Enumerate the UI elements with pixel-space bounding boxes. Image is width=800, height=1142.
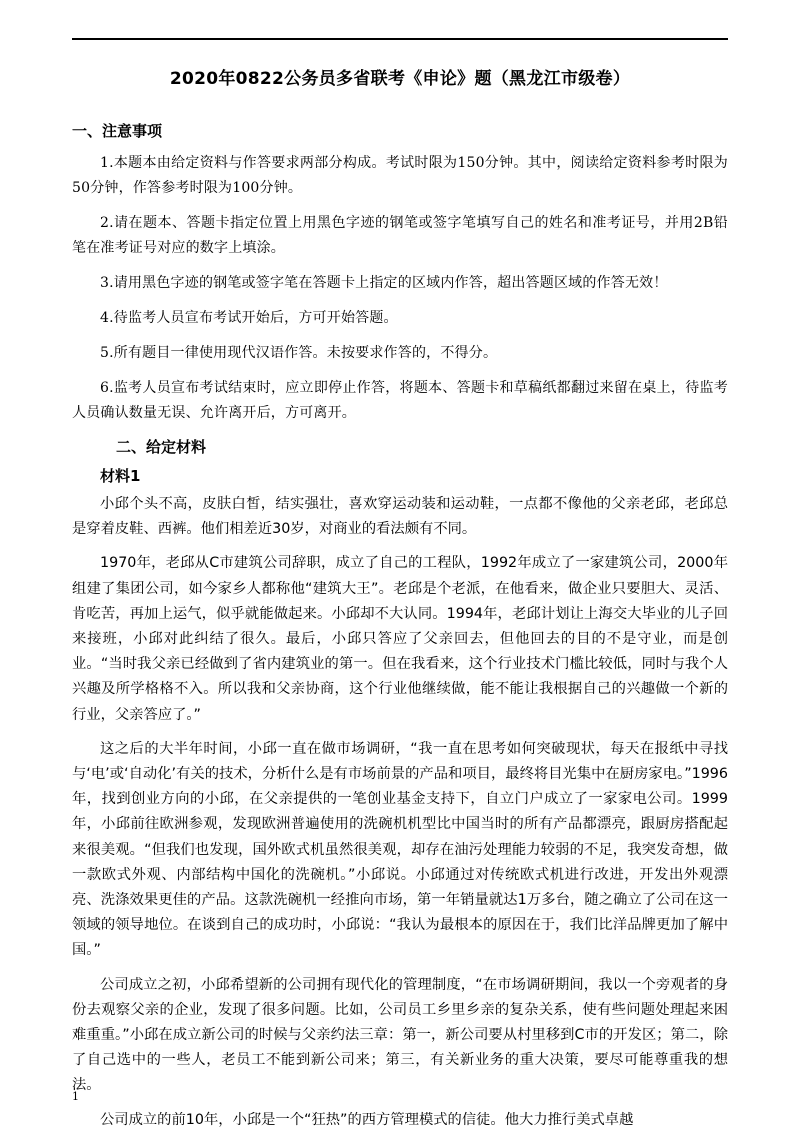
material-paragraph: 小邱个头不高，皮肤白皙，结实强壮，喜欢穿运动装和运动鞋，一点都不像他的父亲老邱，老邱总是穿着皮鞋、西裤。他们相差近30岁，对商业的看法颇有不同。 <box>72 496 728 538</box>
material-paragraph: 1970年，老邱从C市建筑公司辞职，成立了自己的工程队，1992年成立了一家建筑公司，2000年组建了集团公司，如今家乡人都称他“建筑大王”。老邱是个老派，在他看来，做企业只要胆大、灵活、肯吃苦，再加上运气，似乎就能做起来。小邱却不大认同。1994年，老邱计划让上海交大毕业的儿子回来接班，小邱对此纠结了很久。最后，小邱只答应了父亲回去，但他回去的目的不是守业，而是创业。“当时我父亲已经做到了省内建筑业的第一。但在我看来，这个行业技术门槛比较低，同时与我个人兴趣及所学格格不入。所以我和父亲协商，这个行业他继续做，能不能让我根据自己的兴趣做一个新的行业，父亲答应了。” <box>72 555 728 723</box>
notice-item: 3.请用黑色字迹的钢笔或签字笔在答题卡上指定的区域内作答，超出答题区域的作答无效！ <box>100 275 668 291</box>
notice-item: 2.请在题本、答题卡指定位置上用黑色字迹的钢笔或签字笔填写自己的姓名和准考证号，并用2B铅笔在准考证号对应的数字上填涂。 <box>72 215 728 256</box>
notice-item: 6.监考人员宣布考试结束时，应立即停止作答，将题本、答题卡和草稿纸都翻过来留在桌上，待监考人员确认数量无误、允许离开后，方可离开。 <box>72 380 728 421</box>
document-body <box>72 120 728 1142</box>
document-title: 2020年0822公务员多省联考《申论》题（黑龙江市级卷） <box>169 69 631 89</box>
notice-item: 1.本题本由给定资料与作答要求两部分构成。考试时限为150分钟。其中，阅读给定资料参考时限为50分钟，作答参考时限为100分钟。 <box>72 155 728 196</box>
page-number: 1 <box>72 1090 79 1103</box>
material-paragraph: 这之后的大半年时间，小邱一直在做市场调研，“我一直在思考如何突破现状，每天在报纸中寻找与‘电’或‘自动化’有关的技术，分析什么是有市场前景的产品和项目，最终将目光集中在厨房家电。”1996年，找到创业方向的小邱，在父亲提供的一笔创业基金支持下，自立门户成立了一家家电公司。1999年，小邱前往欧洲参观，发现欧洲普遍使用的洗碗机机型比中国当时的所有产品都漂亮，跟厨房搭配起来很美观。“但我们也发现，国外欧式机虽然很美观，却存在油污处理能力较弱的不足，我突发奇想，做一款欧式外观、内部结构中国化的洗碗机。”小邱说。小邱通过对传统欧式机进行改进，开发出外观漂亮、洗涤效果更佳的产品。这款洗碗机一经推向市场，第一年销量就达1万多台，随之确立了公司在这一领域的领导地位。在谈到自己的成功时，小邱说：“我认为最根本的原因在于，我们比洋品牌更加了解中国。” <box>72 740 728 959</box>
section-heading-materials: 二、给定材料 <box>116 438 207 456</box>
material-1-body <box>72 492 728 1133</box>
header-rule <box>72 38 728 40</box>
material-paragraph: 公司成立之初，小邱希望新的公司拥有现代化的管理制度，“在市场调研期间，我以一个旁观者的身份去观察父亲的企业，发现了很多问题。比如，公司员工乡里乡亲的复杂关系，使有些问题处理起来困难重重。”小邱在成立新公司的时候与父亲约法三章：第一，新公司要从村里移到C市的开发区；第二，除了自己选中的一些人，老员工不能到新公司来；第三，有关新业务的重大决策，要尽可能尊重我的想法。 <box>72 976 728 1094</box>
material-paragraph: 公司成立的前10年，小邱是一个“狂热”的西方管理模式的信徒。他大力推行美式卓越 <box>100 1111 634 1128</box>
notice-item: 5.所有题目一律使用现代汉语作答。未按要求作答的，不得分。 <box>100 345 498 361</box>
notice-list <box>72 151 728 426</box>
notice-item: 4.待监考人员宣布考试开始后，方可开始答题。 <box>100 310 398 326</box>
material-heading: 材料1 <box>100 467 141 485</box>
section-heading-notice: 一、注意事项 <box>72 122 163 140</box>
